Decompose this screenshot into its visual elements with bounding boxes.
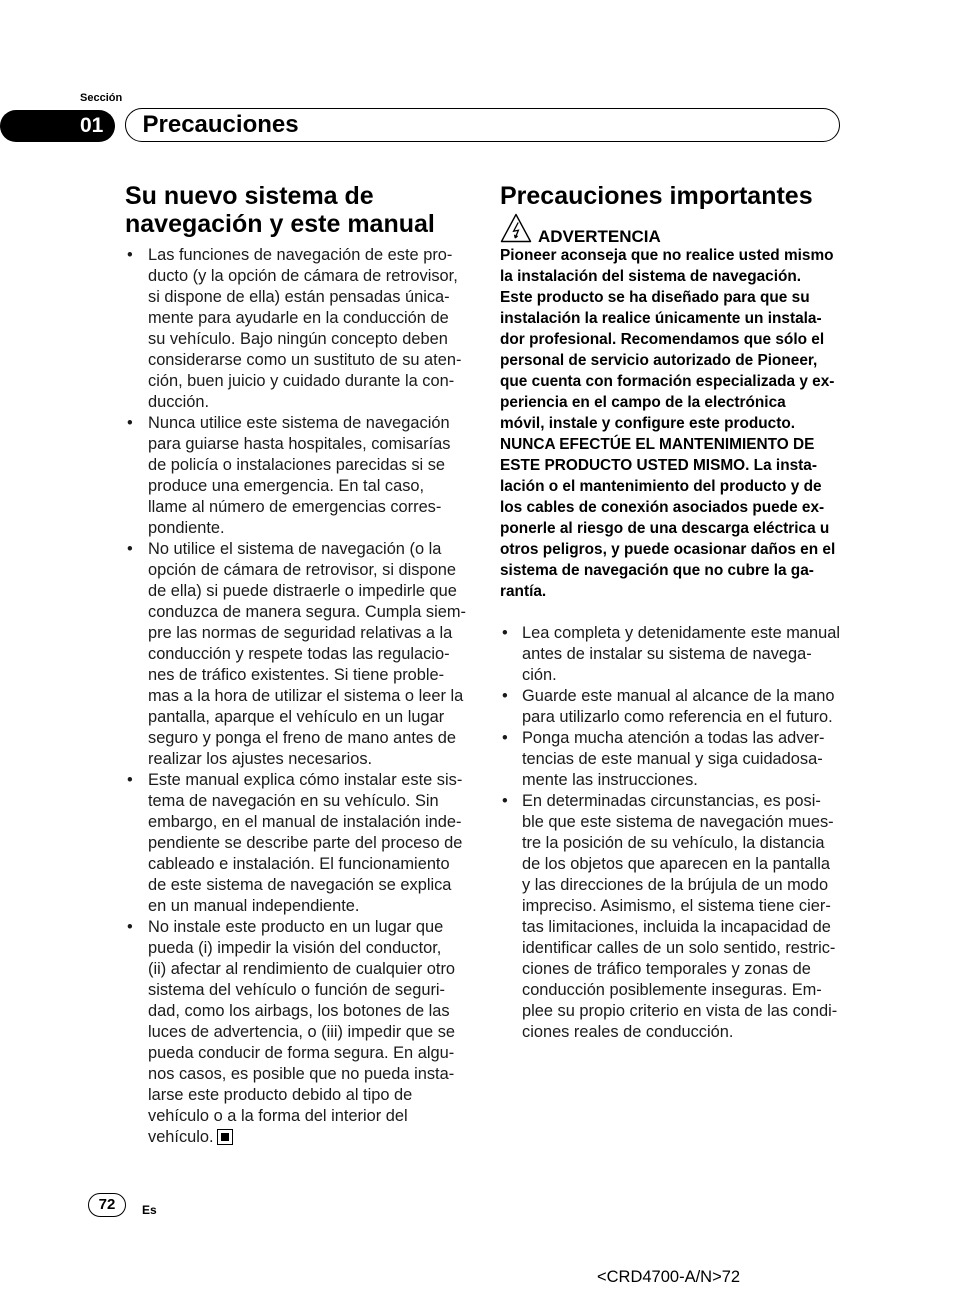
text-line: mas a la hora de utilizar el sistema o leer la [148,687,464,705]
section-title: Precauciones [142,111,299,138]
text-line: Las funciones de navegación de este pro- [148,246,453,264]
right-heading: Precauciones importantes [500,182,813,210]
text-line: pendiente se describe parte del proceso de [148,834,463,852]
text-line: ciones reales de conducción. [522,1023,734,1041]
text-line: si dispone de ella) están pensadas única- [148,288,450,306]
list-item [125,539,470,770]
text-line: pueda conducir de forma segura. En algu- [148,1044,455,1062]
list-item [125,770,470,917]
text-line: (ii) afectar al rendimiento de cualquier otro [148,960,456,978]
text-line: y las direcciones de la brújula de un modo [522,876,829,894]
text-line: ponerle al riesgo de una descarga eléctrica u [500,520,830,537]
list-item [500,728,845,791]
text-line: NUNCA EFECTÚE EL MANTENIMIENTO DE [500,436,815,453]
text-line: Este manual explica cómo instalar este sis- [148,771,463,789]
text-line: En determinadas circunstancias, es posi- [522,792,821,810]
document-code: <CRD4700-A/N>72 [597,1268,741,1286]
text-line: en un manual independiente. [148,897,360,915]
text-line: nos casos, es posible que no pueda insta- [148,1065,455,1083]
section-title-bar [125,108,840,142]
text-line: otros peligros, y puede ocasionar daños en el [500,541,836,558]
text-line: de este sistema de navegación se explica [148,876,452,894]
text-line: conducción y respete todas las regulacio- [148,645,450,663]
warning-icon [500,212,532,244]
text-line: antes de instalar su sistema de navega- [522,645,812,663]
text-line: ción. [522,666,557,684]
text-line: sistema del vehículo o función de seguri- [148,981,446,999]
text-line: tas limitaciones, incluida la incapacidad de [522,918,831,936]
text-line: periencia en el campo de la electrónica [500,394,786,411]
warning-text [500,245,845,602]
text-line: seguro y ponga el freno de mano antes de [148,729,456,747]
text-line: produce una emergencia. En tal caso, [148,477,425,495]
text-line-text: vehículo. [148,1128,214,1146]
page-number-badge [88,1193,126,1217]
heading-line: navegación y este manual [125,210,435,238]
text-line: ciones de tráfico temporales y zonas de [522,960,811,978]
warning-label: ADVERTENCIA [538,227,661,246]
text-line: Lea completa y detenidamente este manual [522,624,841,642]
text-line: móvil, instale y configure este producto. [500,415,796,432]
list-item [500,791,845,1043]
text-line: impreciso. Asimismo, el sistema tiene cier- [522,897,831,915]
text-line: de los objetos que aparecen en la pantalla [522,855,831,873]
text-line: nes de tráfico existentes. Si tiene proble- [148,666,445,684]
text-line: los cables de conexión asociados puede ex- [500,499,825,516]
text-line: rantía. [500,583,547,600]
text-line: pantalla, aparque el vehículo en un lugar [148,708,445,726]
text-line: instalación la realice únicamente un instala- [500,310,822,327]
text-line [148,1127,470,1148]
bullet-marker: • [502,792,508,810]
list-item [125,917,470,1148]
text-line: embargo, en el manual de instalación inde- [148,813,462,831]
text-line: conduzca de manera segura. Cumpla siem- [148,603,466,621]
text-line: Guarde este manual al alcance de la mano [522,687,835,705]
list-item [125,245,470,413]
text-line: considerarse como un sustituto de su aten- [148,351,462,369]
text-line: que cuenta con formación especializada y ex- [500,373,835,390]
text-line: larse este producto debido al tipo de [148,1086,413,1104]
text-line: para guiarse hasta hospitales, comisarías [148,435,451,453]
text-line: dor profesional. Recomendamos que sólo el [500,331,825,348]
section-label: Sección [80,92,123,104]
list-item [500,623,845,686]
text-line: tre la posición de su vehículo, la distancia [522,834,825,852]
bullet-marker: • [127,540,133,558]
text-line: ESTE PRODUCTO USTED MISMO. La insta- [500,457,817,474]
text-line: plee su propio criterio en vista de las condi- [522,1002,838,1020]
end-mark-icon [217,1129,233,1145]
text-line: ducto (y la opción de cámara de retrovisor, [148,267,458,285]
heading-line: Su nuevo sistema de [125,182,374,210]
list-item [500,686,845,728]
text-line: sistema de navegación que no cubre la ga- [500,562,814,579]
text-line: identificar calles de un solo sentido, restric- [522,939,836,957]
text-line: mente las instrucciones. [522,771,698,789]
text-line: Ponga mucha atención a todas las adver- [522,729,825,747]
text-line: cableado e instalación. El funcionamiento [148,855,450,873]
bullet-marker: • [127,918,133,936]
text-line: pueda (i) impedir la visión del conductor, [148,939,442,957]
text-line: Este producto se ha diseñado para que su [500,289,810,306]
text-line: llame al número de emergencias corres- [148,498,442,516]
text-line: su vehículo. Bajo ningún concepto deben [148,330,448,348]
text-line: tema de navegación en su vehículo. Sin [148,792,439,810]
text-line: de ella) si puede distraerle o impedirle que [148,582,457,600]
section-number: 01 [80,114,104,137]
text-line: lación o el mantenimiento del producto y de [500,478,822,495]
text-line: pre las normas de seguridad relativas a la [148,624,453,642]
text-line: ción, buen juicio y cuidado durante la con- [148,372,455,390]
bullet-marker: • [127,771,133,789]
text-line: pondiente. [148,519,225,537]
bullet-marker: • [127,414,133,432]
text-line: para utilizarlo como referencia en el futuro. [522,708,833,726]
language-code: Es [142,1203,157,1217]
text-line: mente para ayudarle en la conducción de [148,309,449,327]
bullet-marker: • [502,729,508,747]
text-line: ducción. [148,393,210,411]
text-line: tencias de este manual y siga cuidadosa- [522,750,823,768]
text-line: dad, como los airbags, los botones de las [148,1002,450,1020]
text-line: opción de cámara de retrovisor, si dispone [148,561,456,579]
left-heading [125,182,435,238]
text-line: luces de advertencia, o (iii) impedir que se [148,1023,456,1041]
text-line: No utilice el sistema de navegación (o la [148,540,442,558]
text-line: la instalación del sistema de navegación. [500,268,802,285]
text-line: ble que este sistema de navegación mues- [522,813,834,831]
list-item [125,413,470,539]
text-line: de policía o instalaciones parecidas si se [148,456,446,474]
text-line: No instale este producto en un lugar que [148,918,444,936]
section-number-badge [0,110,115,142]
text-line: personal de servicio autorizado de Pioneer, [500,352,818,369]
bullet-marker: • [502,624,508,642]
page-number: 72 [98,1196,116,1213]
text-line: Pioneer aconseja que no realice usted mismo [500,247,834,264]
text-line: vehículo o a la forma del interior del [148,1107,408,1125]
text-line: Nunca utilice este sistema de navegación [148,414,450,432]
bullet-marker: • [127,246,133,264]
text-line: realizar los ajustes necesarios. [148,750,373,768]
bullet-marker: • [502,687,508,705]
left-bullet-list [125,245,470,1148]
text-line: conducción posiblemente inseguras. Em- [522,981,822,999]
right-bullet-list [500,623,845,1043]
